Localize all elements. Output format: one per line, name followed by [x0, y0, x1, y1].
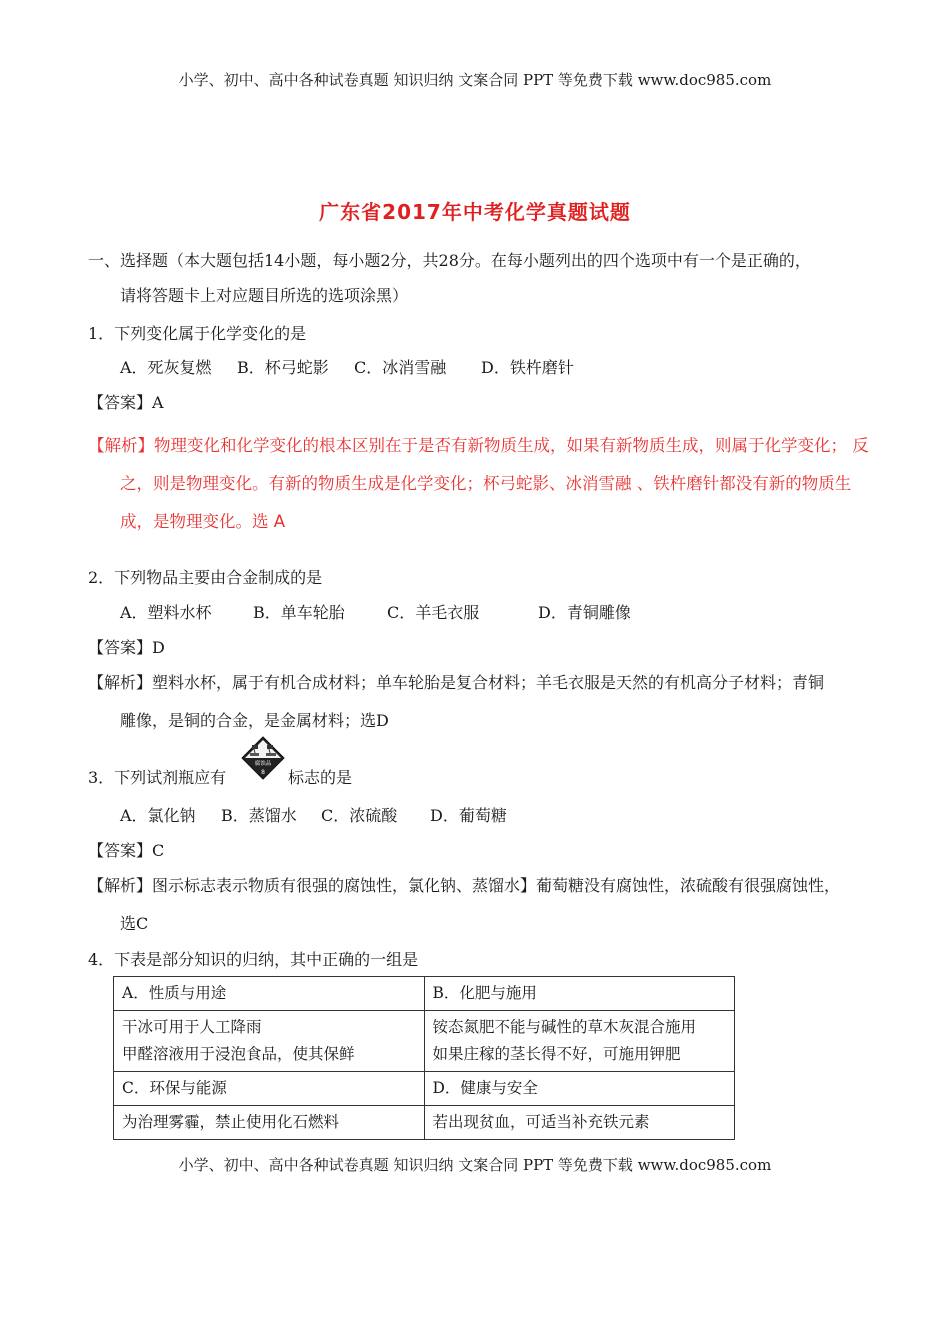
- corrosive-sign-number: 8: [261, 769, 265, 776]
- q3-option-a: A．氯化钠: [120, 806, 196, 825]
- table-cell-c-content: 为治理雾霾，禁止使用化石燃料: [114, 1106, 425, 1140]
- q2-option-a: A．塑料水杯: [120, 603, 212, 622]
- q1-analysis-line1: 【解析】物理变化和化学变化的根本区别在于是否有新物质生成，如果有新物质生成，则属于化学变化； 反: [88, 436, 869, 455]
- table-row: [114, 1072, 735, 1106]
- q2-analysis-line1: 【解析】塑料水杯，属于有机合成材料；单车轮胎是复合材料；羊毛衣服是天然的有机高分子材料；青铜: [88, 673, 825, 692]
- q2-analysis-line2: 雕像，是铜的合金，是金属材料；选D: [120, 711, 389, 730]
- table-cell-d-head: D．健康与安全: [424, 1072, 735, 1106]
- table-cell-a-head: A．性质与用途: [114, 977, 425, 1011]
- section-instruction-line1: 一、选择题（本大题包括14小题，每小题2分，共28分。在每小题列出的四个选项中有一个是正确的，: [88, 251, 811, 270]
- q3-analysis-line2: 选C: [120, 914, 149, 933]
- section-instruction-line2: 请将答题卡上对应题目所选的选项涂黑）: [120, 286, 409, 305]
- q1-stem: 1．下列变化属于化学变化的是: [88, 324, 307, 343]
- q1-analysis-line2: 之，则是物理变化。有新的物质生成是化学变化；杯弓蛇影、冰消雪融 、铁杵磨针都没有新的物质生: [120, 474, 852, 493]
- q3-answer: 【答案】C: [88, 841, 165, 860]
- corrosive-sign-label: 腐蚀品: [254, 761, 272, 767]
- page-title: 广东省2017年中考化学真题试题: [319, 200, 631, 224]
- table-row: [114, 1106, 735, 1140]
- q3-option-b: B．蒸馏水: [221, 806, 297, 825]
- q3-stem-after: 标志的是: [288, 768, 353, 787]
- q1-option-b: B．杯弓蛇影: [237, 358, 329, 377]
- corrosive-hazard-icon: [241, 736, 285, 780]
- knowledge-table: [113, 976, 735, 1140]
- q2-option-c: C．羊毛衣服: [387, 603, 480, 622]
- table-cell-d-content: 若出现贫血，可适当补充铁元素: [424, 1106, 735, 1140]
- table-cell-c-head: C．环保与能源: [114, 1072, 425, 1106]
- page-header: 小学、初中、高中各种试卷真题 知识归纳 文案合同 PPT 等免费下载 www.doc985.com: [178, 71, 772, 89]
- table-row: [114, 977, 735, 1011]
- q1-option-c: C．冰消雪融: [354, 358, 447, 377]
- q1-analysis-line3: 成，是物理变化。选 A: [120, 512, 286, 531]
- table-row: [114, 1011, 735, 1072]
- table-b-line1: 铵态氮肥不能与碱性的草木灰混合施用: [432, 1018, 697, 1036]
- page-footer: 小学、初中、高中各种试卷真题 知识归纳 文案合同 PPT 等免费下载 www.doc985.com: [178, 1156, 772, 1174]
- q2-option-b: B．单车轮胎: [253, 603, 345, 622]
- q4-stem: 4．下表是部分知识的归纳，其中正确的一组是: [88, 950, 419, 969]
- q1-option-a: A．死灰复燃: [120, 358, 212, 377]
- table-cell-b-content: [424, 1011, 735, 1072]
- q2-stem: 2．下列物品主要由合金制成的是: [88, 568, 323, 587]
- q3-option-d: D．葡萄糖: [430, 806, 507, 825]
- q3-option-c: C．浓硫酸: [321, 806, 398, 825]
- q2-answer: 【答案】D: [88, 638, 165, 657]
- table-b-line2: 如果庄稼的茎长得不好，可施用钾肥: [432, 1045, 681, 1063]
- q1-answer: 【答案】A: [88, 393, 164, 412]
- table-cell-b-head: B．化肥与施用: [424, 977, 735, 1011]
- q3-analysis-line1: 【解析】图示标志表示物质有很强的腐蚀性，氯化钠、蒸馏水】葡萄糖没有腐蚀性，浓硫酸有很强腐蚀性，: [88, 876, 841, 895]
- table-a-line2: 甲醛溶液用于浸泡食品，使其保鲜: [122, 1045, 355, 1063]
- table-cell-a-content: [114, 1011, 425, 1072]
- q1-option-d: D．铁杵磨针: [481, 358, 574, 377]
- table-a-line1: 干冰可用于人工降雨: [122, 1018, 262, 1036]
- q2-option-d: D．青铜雕像: [538, 603, 631, 622]
- q3-stem-before: 3．下列试剂瓶应有: [88, 768, 227, 787]
